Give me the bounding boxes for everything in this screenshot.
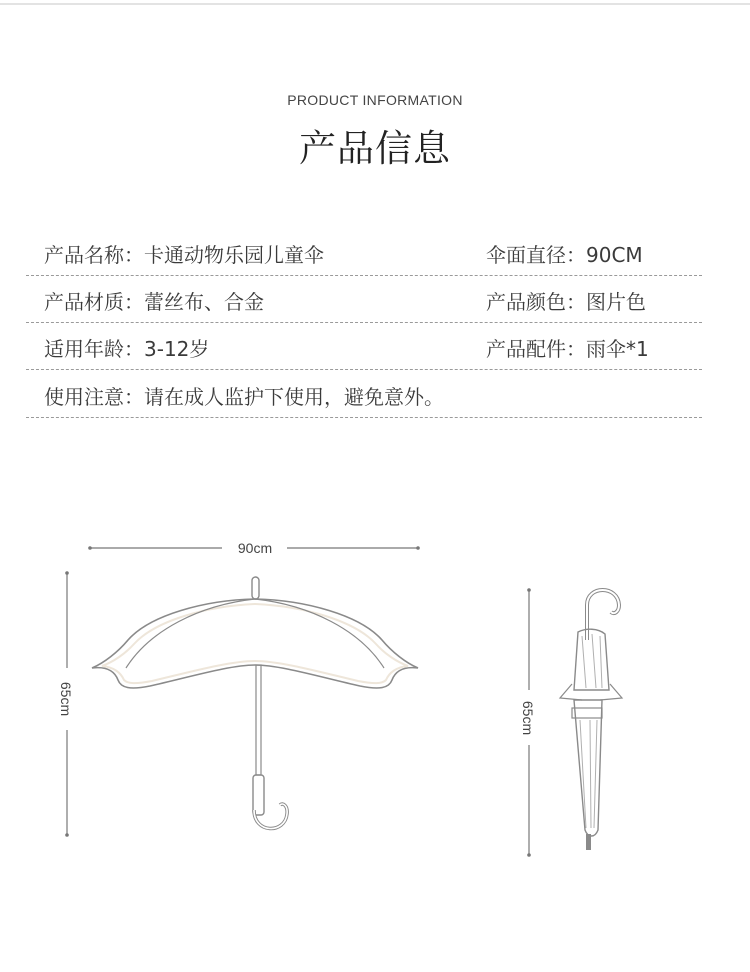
spec-canopy-diameter: 伞面直径：90CM	[486, 243, 643, 267]
spec-accessories: 产品配件：雨伞*1	[486, 337, 649, 361]
closed-height-dimension-label: 65cm	[520, 700, 536, 736]
section-subtitle: PRODUCT INFORMATION	[287, 92, 463, 108]
section-title: 产品信息	[299, 127, 451, 170]
closed-umbrella-icon	[560, 590, 622, 850]
spec-color: 产品颜色：图片色	[486, 290, 646, 314]
spec-age: 适用年龄：3-12岁	[44, 337, 210, 361]
spec-product-name: 产品名称：卡通动物乐园儿童伞	[44, 243, 324, 267]
open-height-dimension-label: 65cm	[58, 681, 74, 717]
width-dimension-label: 90cm	[237, 540, 273, 556]
spec-material: 产品材质：蕾丝布、合金	[44, 290, 264, 314]
spec-usage-note: 使用注意：请在成人监护下使用，避免意外。	[44, 385, 444, 409]
open-umbrella-icon	[92, 577, 418, 829]
